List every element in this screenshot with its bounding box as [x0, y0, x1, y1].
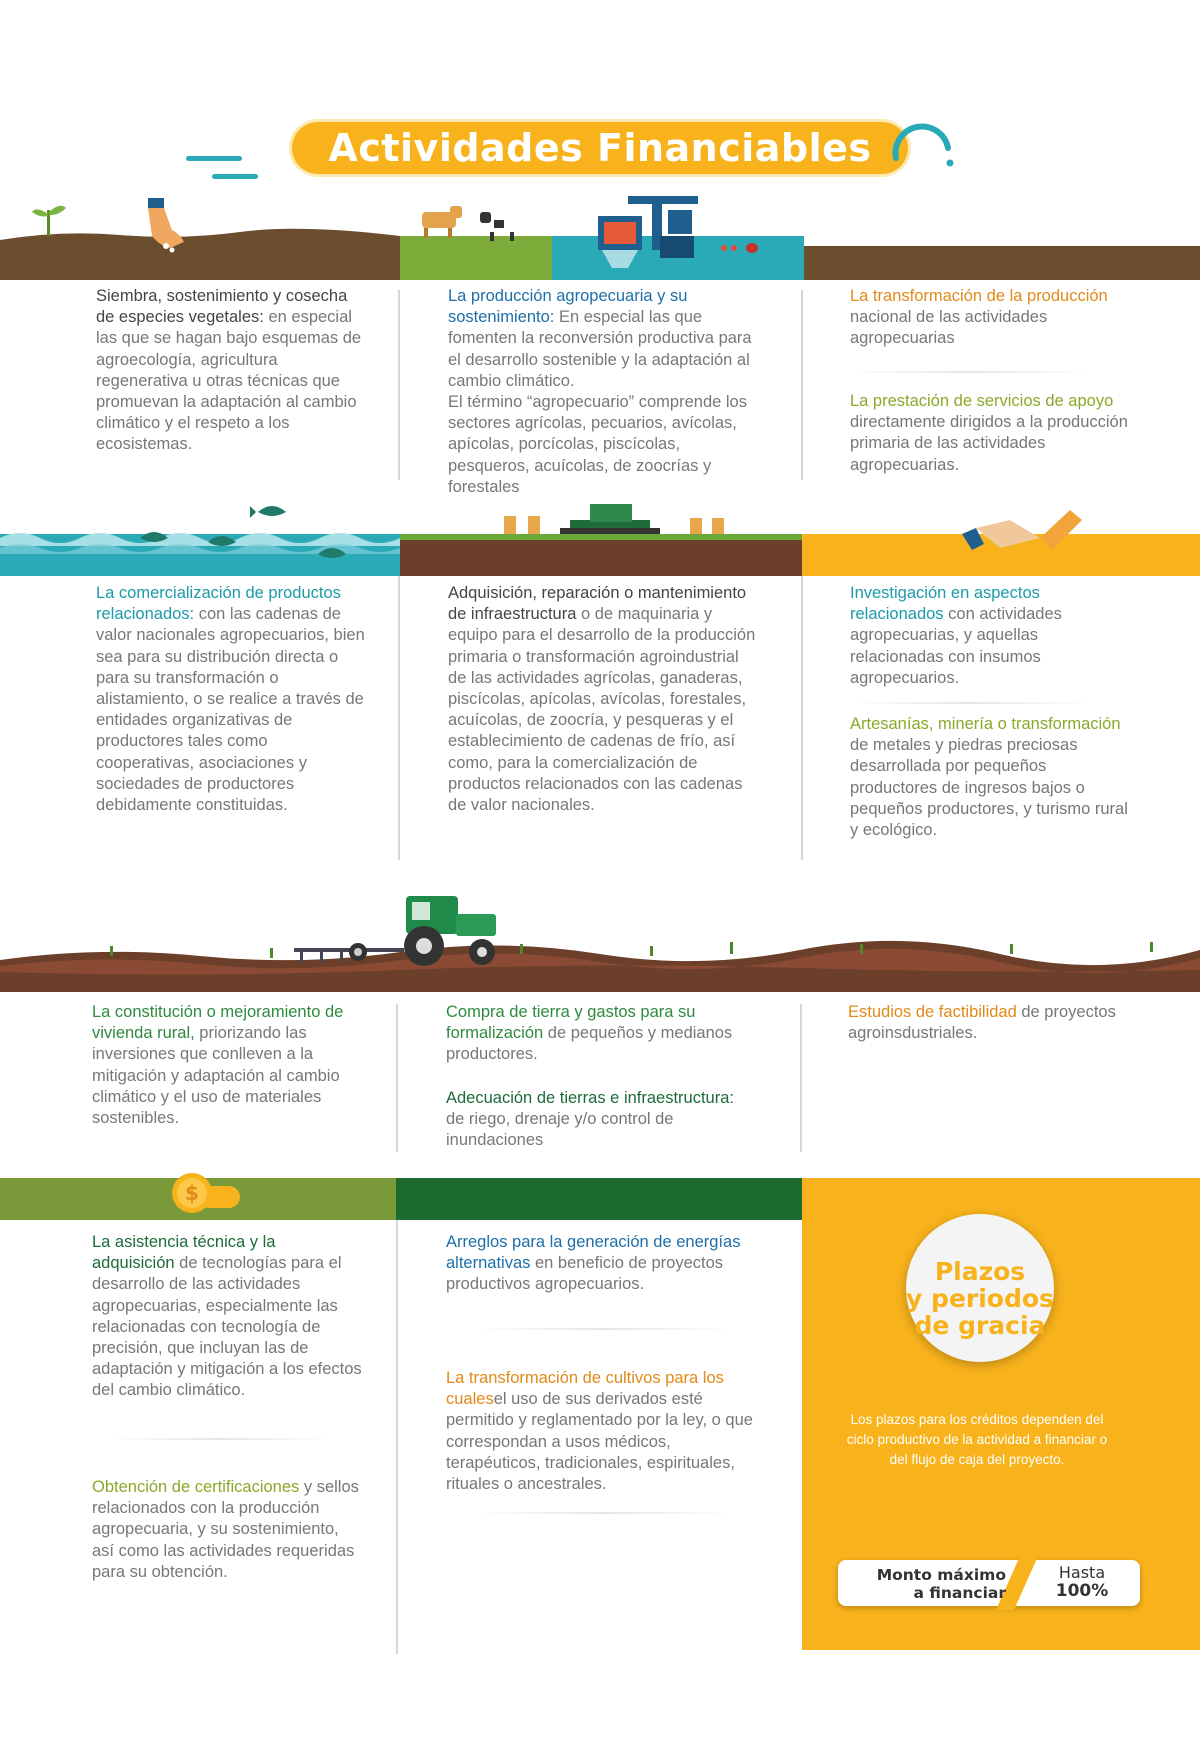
- separator: [474, 1328, 734, 1330]
- separator: [850, 371, 1090, 373]
- activity-title: La producción agropecuaria y su sostenimiento:: [448, 287, 688, 327]
- band3-illustration: [0, 880, 1200, 992]
- activity-body: con las cadenas de valor nacionales agropecuarios, bien sea para su distribución directa o para su transformación o alistamiento, o se realice a través de entidades organizativas de productores tales como cooperativas, asociaciones y sociedades de productores debidamente constituidas.: [96, 605, 365, 815]
- activity-infraestructura: [448, 583, 758, 816]
- activity-title: Investigación en aspectos relacionados: [850, 584, 1040, 624]
- activity-estudios: [848, 1002, 1128, 1044]
- activity-title: La asistencia técnica y la adquisición: [92, 1233, 276, 1273]
- activity-title: Estudios de factibilidad: [848, 1003, 1017, 1021]
- separator: [850, 702, 1090, 704]
- activity-body: de proyectos agroinsdustriales.: [848, 1003, 1116, 1043]
- activity-certificaciones: [92, 1477, 362, 1583]
- band4-dark-green: [396, 1178, 802, 1220]
- activity-body: y sellos relacionados con la producción agropecuaria, y su sostenimiento, así como las actividades requeridas para su obtención.: [92, 1478, 359, 1581]
- separator: [474, 1512, 734, 1514]
- activity-title: La comercialización de productos relacionados:: [96, 584, 341, 624]
- activity-title: Arreglos para la generación de energías alternativas: [446, 1233, 741, 1273]
- activity-transformacion: [850, 286, 1130, 350]
- activity-body: de tecnologías para el desarrollo de las actividades agropecuarias, especialmente las relacionadas con tecnología de precisión, que incluyan las de adaptación y mitigación a los efectos del cambio climático.: [92, 1254, 362, 1400]
- activity-body: en beneficio de proyectos productivos agropecuarios.: [446, 1254, 724, 1294]
- activity-asistencia: [92, 1232, 362, 1402]
- activity-body: de metales y piedras preciosas desarrollada por pequeños productores de ingresos bajos o pequeños productores, y turismo rural y ecológico.: [850, 736, 1128, 840]
- band2-illustration: [0, 498, 1200, 576]
- circle-line-3: de gracia: [914, 1311, 1046, 1340]
- divider: [396, 1220, 398, 1654]
- page-title: Actividades Financiables: [328, 126, 872, 170]
- svg-text:$: $: [185, 1181, 199, 1205]
- activity-body: con actividades agropecuarias, y aquellas relacionadas con insumos agropecuarios.: [850, 605, 1062, 687]
- activity-energias: [446, 1232, 756, 1296]
- divider: [398, 290, 400, 480]
- activity-adecuacion: [446, 1088, 746, 1152]
- activity-body: directamente dirigidos a la producción primaria de las actividades agropecuarias.: [850, 413, 1128, 474]
- activity-body: o de maquinaria y equipo para el desarrollo de la producción primaria o transformación agroindustrial de las actividades agrícolas, ganaderas, piscícolas, apícolas, avícolas, forestales, acuícolas, de zoocría, y pesqueras y el establecimiento de cadenas de frío, así como, para la comercialización de productos relacionados con las cadenas de valor nacionales.: [448, 605, 756, 815]
- activity-body: En especial las que fomenten la reconversión productiva para el desarrollo sostenible y la adaptación al cambio climático.: [448, 308, 752, 390]
- divider: [800, 1004, 802, 1152]
- activity-body: de riego, drenaje y/o control de inundaciones: [446, 1110, 674, 1150]
- activity-title: Adquisición, reparación o mantenimiento de infraestructura: [448, 584, 747, 624]
- activity-produccion: [448, 286, 758, 498]
- activity-body: priorizando las inversiones que conlleven a la mitigación y adaptación al cambio climático y el uso de materiales sostenibles.: [92, 1024, 340, 1128]
- hasta-label: Hasta: [1058, 1563, 1106, 1582]
- circle-line-2: y periodos: [906, 1284, 1054, 1313]
- activity-title: La prestación de servicios de apoyo: [850, 392, 1114, 410]
- divider: [398, 576, 400, 860]
- activity-body: nacional de las actividades agropecuarias: [850, 308, 1048, 348]
- divider: [801, 576, 803, 860]
- activity-body-2: El término “agropecuario” comprende los sectores agrícolas, pecuarios, avícolas, apícolas, porcícolas, piscícolas, pesqueros, acuícolas, de zoocrías y forestales: [448, 393, 747, 496]
- separator: [110, 1438, 330, 1440]
- activity-siembra: [96, 286, 366, 456]
- monto-box: [838, 1560, 1140, 1606]
- activity-title: Obtención de certificaciones: [92, 1478, 300, 1496]
- activity-title: Siembra, sostenimiento y cosecha de especies vegetales:: [96, 287, 348, 327]
- activity-title: La constitución o mejoramiento de vivienda rural,: [92, 1003, 344, 1043]
- activity-title: Compra de tierra y gastos para su formalización: [446, 1003, 696, 1043]
- divider: [801, 290, 803, 480]
- arc-deco-icon: [890, 118, 962, 174]
- activity-title: La transformación de la producción: [850, 287, 1108, 305]
- monto-line-1: Monto máximo: [876, 1566, 1006, 1584]
- divider: [396, 1004, 398, 1152]
- activity-cultivos: [446, 1368, 756, 1495]
- monto-line-2: a financiar: [913, 1584, 1006, 1602]
- activity-title: Adecuación de tierras e infraestructura:: [446, 1089, 734, 1107]
- plazos-description: Los plazos para los créditos dependen del ciclo productivo de la actividad a financiar o del flujo de caja del proyecto.: [846, 1412, 1108, 1467]
- activity-compra-tierra: [446, 1002, 746, 1066]
- activity-investigacion: [850, 583, 1090, 689]
- plazos-circle-title: [906, 1258, 1054, 1339]
- activity-comercializacion: [96, 583, 366, 816]
- activity-vivienda: [92, 1002, 362, 1129]
- hasta-value: 100%: [1055, 1581, 1109, 1601]
- activity-body: en especial las que se hagan bajo esquemas de agroecología, agricultura regenerativa u otras técnicas que promuevan la adaptación al cambio climático y el respeto a los ecosistemas.: [96, 308, 362, 454]
- activity-body: de pequeños y medianos productores.: [446, 1024, 733, 1064]
- activity-servicios: [850, 391, 1130, 476]
- coin-icon: [168, 1172, 248, 1218]
- activity-body: el uso de sus derivados esté permitido y reglamentado por la ley, o que correspondan a usos médicos, terapéuticos, tradicionales, espirituales, rituales o ancestrales.: [446, 1390, 753, 1494]
- band1-illustration: [0, 190, 1200, 280]
- circle-line-1: Plazos: [934, 1257, 1026, 1286]
- activity-artesanias: [850, 714, 1130, 841]
- activity-title: Artesanías, minería o transformación: [850, 715, 1121, 733]
- activity-title: La transformación de cultivos para los cuales: [446, 1369, 724, 1409]
